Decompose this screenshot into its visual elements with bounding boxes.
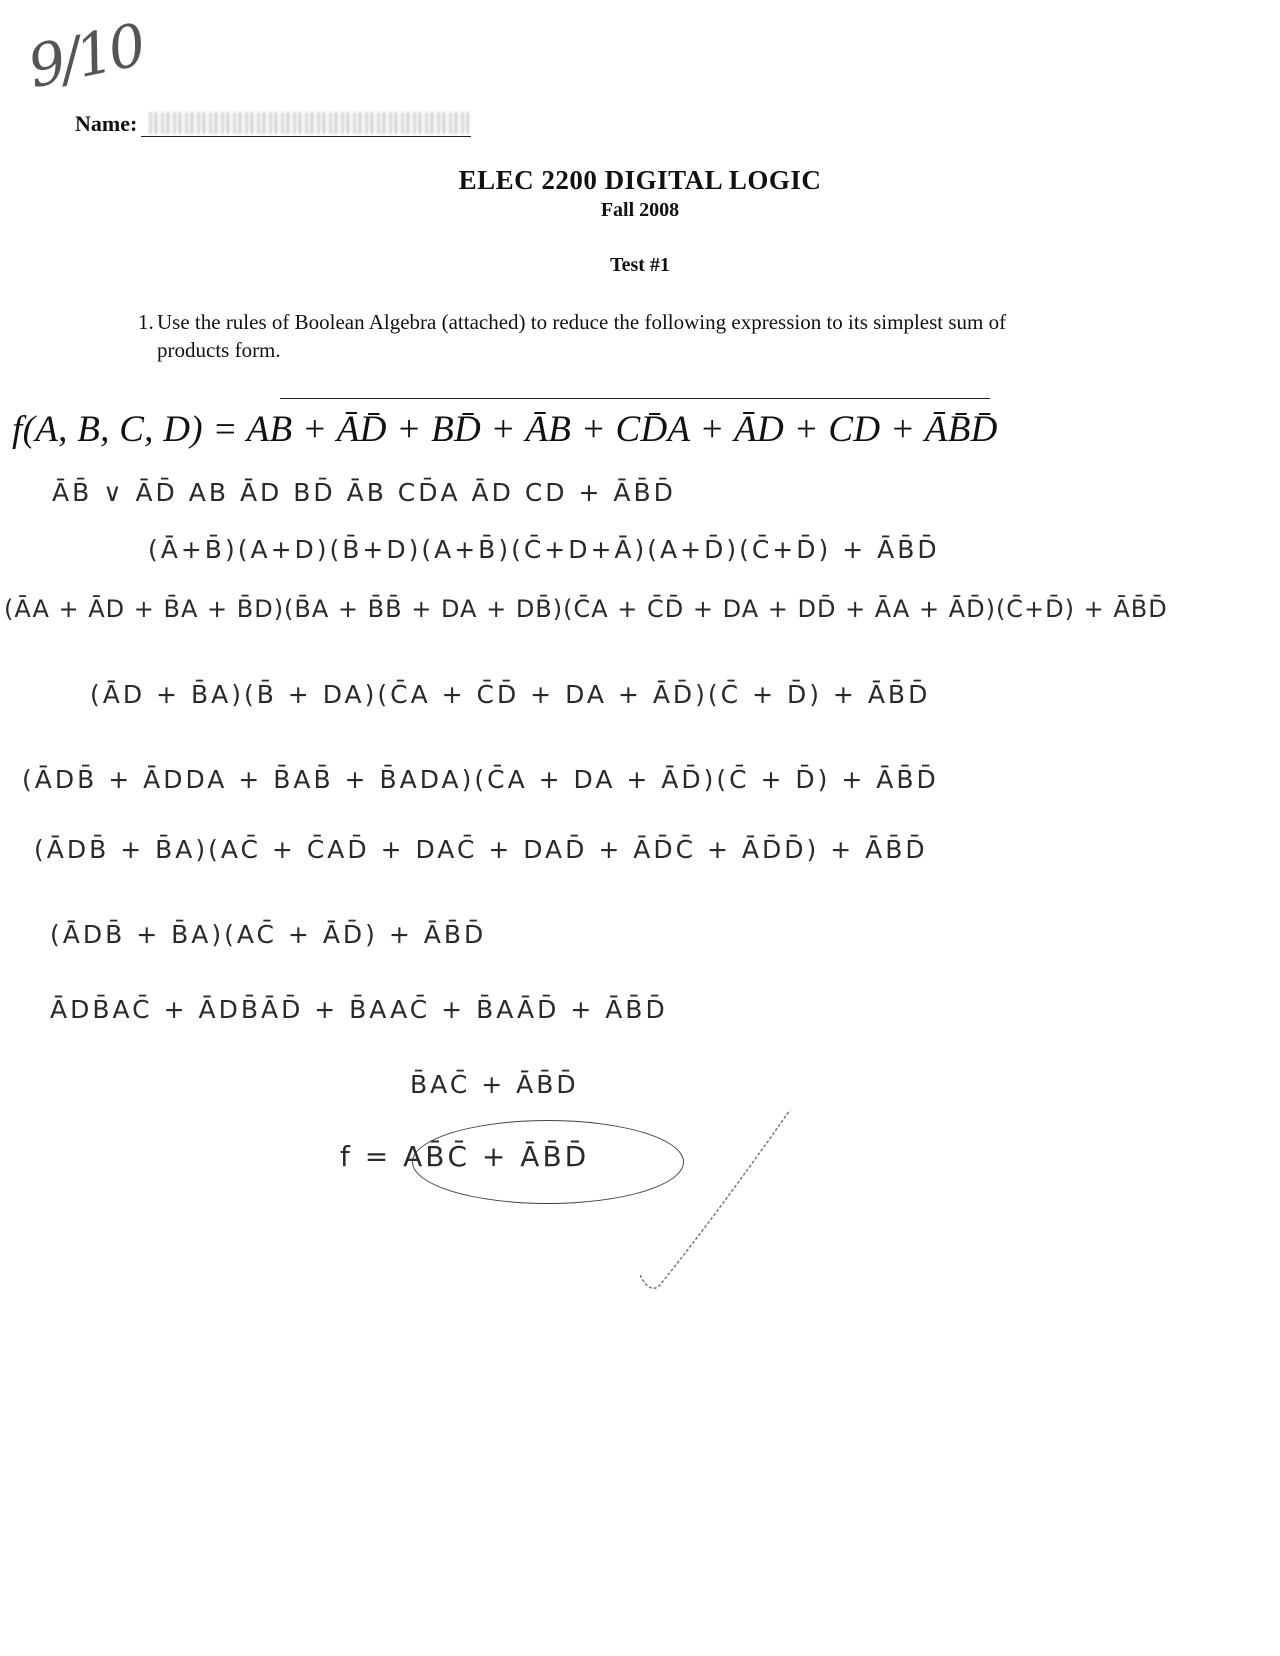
work-line-4: (ĀD + B̄A)(B̄ + DA)(C̄A + C̄D̄ + DA + ĀD̄)(C̄ + D̄) + ĀB̄D̄: [90, 680, 931, 709]
question-1: [138, 308, 1038, 364]
question-number: 1.: [138, 310, 154, 334]
question-text: Use the rules of Boolean Algebra (attached) to reduce the following expression to its simplest sum of products form.: [157, 310, 1007, 362]
checkmark-icon: [640, 1100, 810, 1300]
boolean-expression: f(A, B, C, D) = AB + ĀD̄ + BD̄ + ĀB + CD̄A + ĀD + CD + ĀB̄D̄: [12, 409, 998, 450]
work-line-8: ĀDB̄AC̄ + ĀDB̄ĀD̄ + B̄AAC̄ + B̄AĀD̄ + ĀB̄D̄: [50, 995, 668, 1024]
term: Fall 2008: [600, 199, 680, 221]
final-answer: f = AB̄C̄ + ĀB̄D̄: [340, 1140, 590, 1173]
course-title: ELEC 2200 DIGITAL LOGIC: [458, 165, 822, 195]
work-line-2: (Ā+B̄)(A+D)(B̄+D)(A+B̄)(C̄+D+Ā)(A+D̄)(C̄+D̄) + ĀB̄D̄: [148, 535, 940, 564]
redacted-name: [149, 112, 469, 134]
complement-bar: [280, 398, 990, 399]
handwritten-score: 9/10: [22, 10, 149, 102]
work-line-5: (ĀDB̄ + ĀDDA + B̄AB̄ + B̄ADA)(C̄A + DA + ĀD̄)(C̄ + D̄) + ĀB̄D̄: [22, 765, 939, 794]
work-line-3: (ĀA + ĀD + B̄A + B̄D)(B̄A + B̄B̄ + DA + DB̄)(C̄A + C̄D̄ + DA + DD̄ + ĀA + ĀD̄)(C̄+D̄) + ĀB̄D̄: [4, 595, 1168, 623]
work-line-9: B̄AC̄ + ĀB̄D̄: [410, 1070, 579, 1099]
work-line-6: (ĀDB̄ + B̄A)(AC̄ + C̄AD̄ + DAC̄ + DAD̄ + ĀD̄C̄ + ĀD̄D̄) + ĀB̄D̄: [34, 835, 928, 864]
work-line-1: ĀB̄ ∨ ĀD̄ AB ĀD BD̄ ĀB CD̄A ĀD CD + ĀB̄D̄: [52, 478, 676, 507]
test-label: Test #1: [610, 254, 670, 276]
name-field: [75, 110, 471, 137]
name-line: [141, 110, 471, 137]
name-label: Name:: [75, 111, 138, 136]
work-line-7: (ĀDB̄ + B̄A)(AC̄ + ĀD̄) + ĀB̄D̄: [50, 920, 487, 949]
